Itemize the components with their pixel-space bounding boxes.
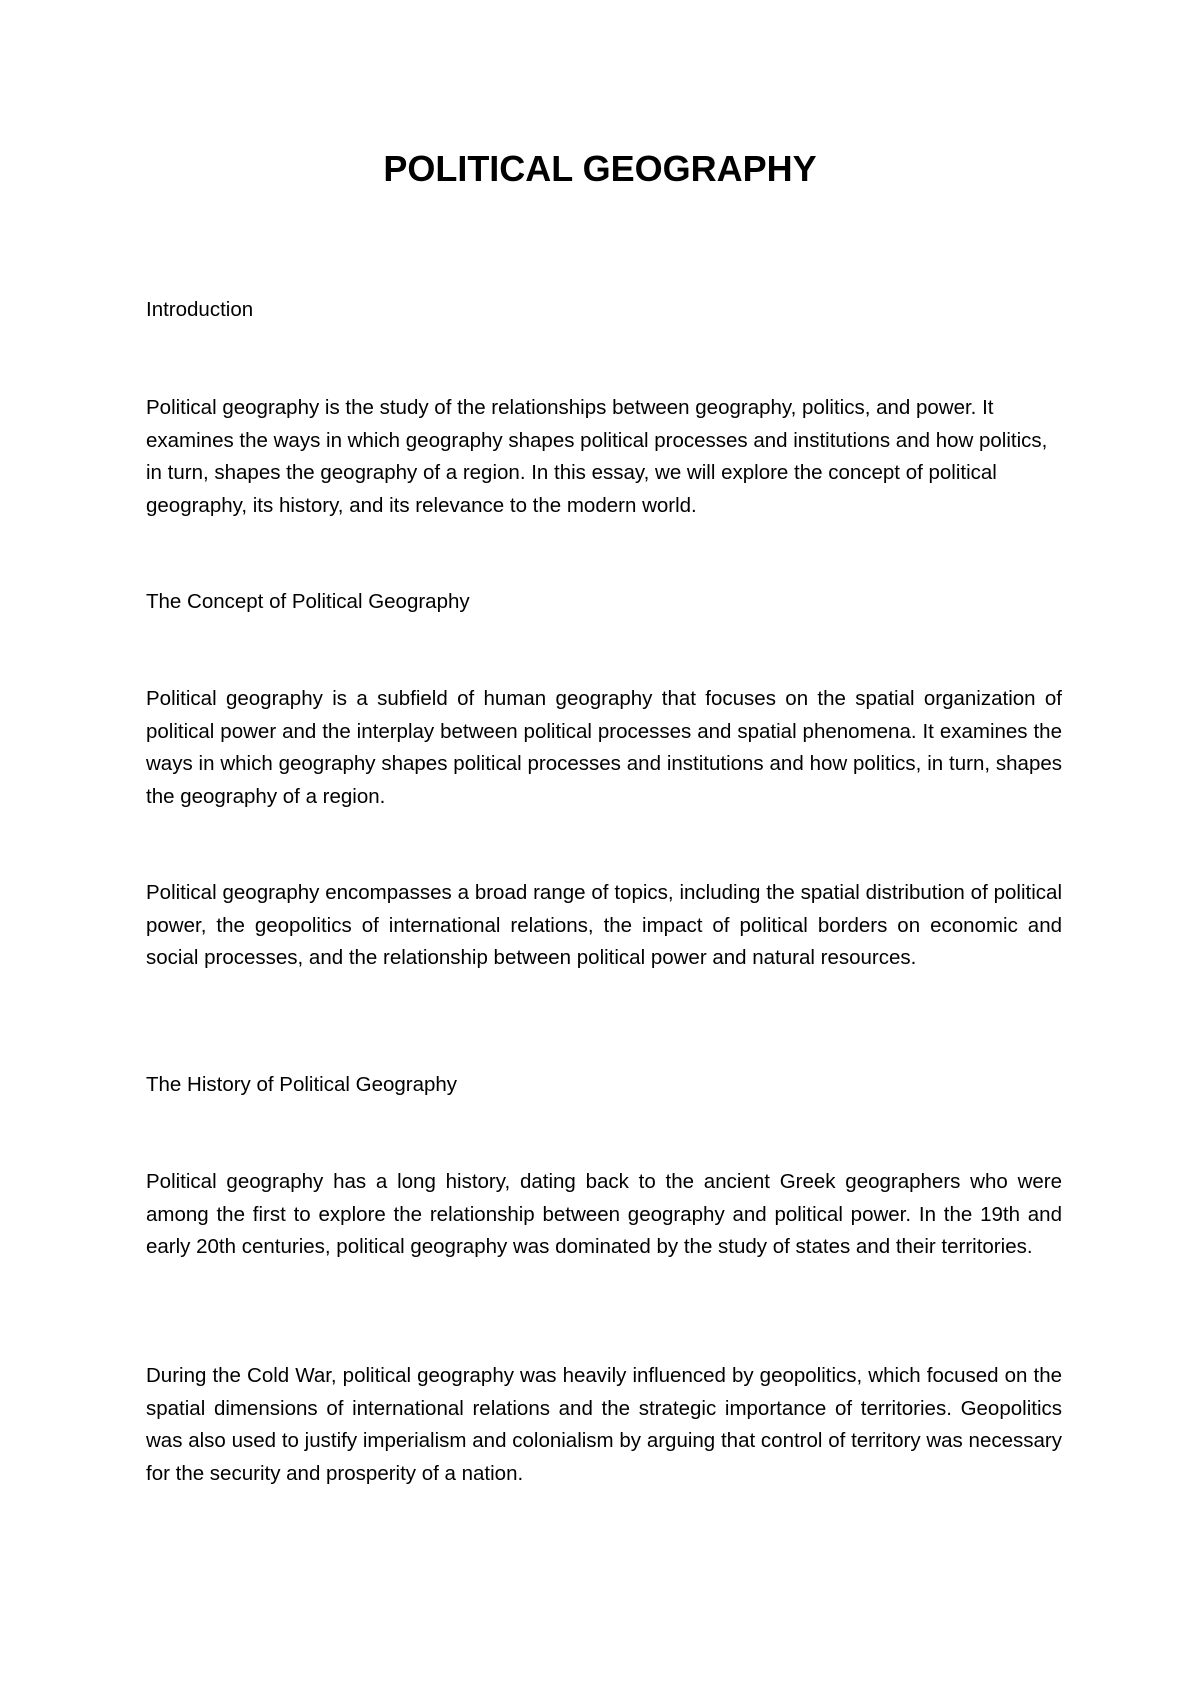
history-paragraph-2: During the Cold War, political geography was heavily influenced by geopolitics, which focused on the spatial dimensions of international relations and the strategic importance of territories. Geopolitics was also used to justify imperialism and colonialism by arguing that control of territory was necessary for the security and prosperity of a nation. (146, 1364, 1062, 1485)
document-title: POLITICAL GEOGRAPHY (383, 148, 817, 189)
concept-paragraph-1: Political geography is a subfield of human geography that focuses on the spatial organization of political power and the interplay between political processes and spatial phenomena. It examines the ways in which geography shapes political processes and institutions and how politics, in turn, shapes the geography of a region. (146, 687, 1062, 808)
concept-paragraph-2: Political geography encompasses a broad range of topics, including the spatial distribution of political power, the geopolitics of international relations, the impact of political borders on economic and social processes, and the relationship between political power and natural resources. (146, 881, 1062, 969)
section-heading-concept: The Concept of Political Geography (146, 590, 470, 613)
history-paragraph-1: Political geography has a long history, dating back to the ancient Greek geographers who were among the first to explore the relationship between geography and political power. In the 19th and early 20th centuries, political geography was dominated by the study of states and their territories. (146, 1170, 1062, 1258)
introduction-paragraph: Political geography is the study of the relationships between geography, politics, and power. It examines the ways in which geography shapes political processes and institutions and how politics, in turn, shapes the geography of a region. In this essay, we will explore the concept of political geography, its history, and its relevance to the modern world. (146, 396, 1048, 517)
section-heading-introduction: Introduction (146, 298, 254, 321)
section-heading-history: The History of Political Geography (146, 1073, 458, 1096)
